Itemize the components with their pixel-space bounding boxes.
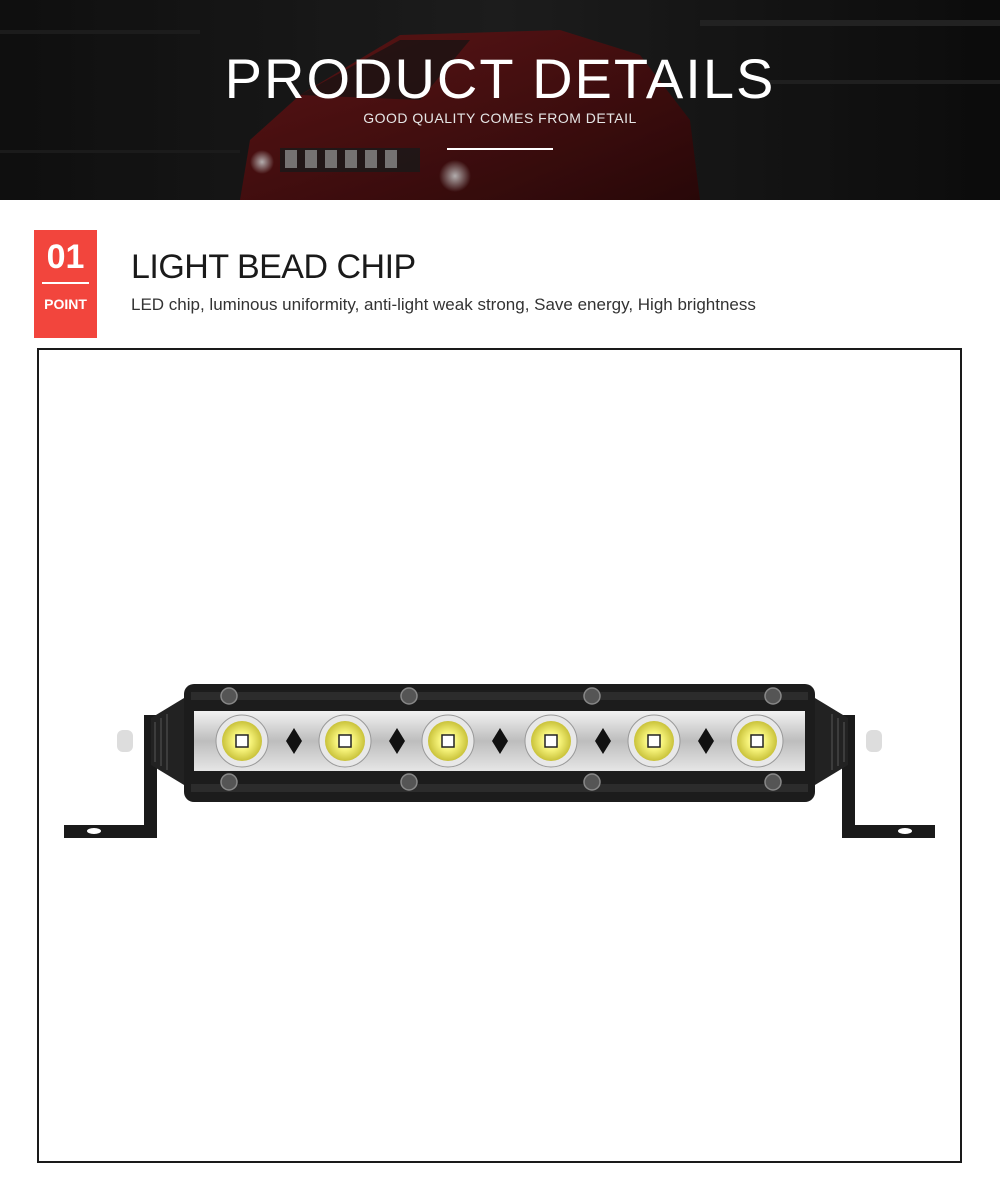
banner-subtitle: GOOD QUALITY COMES FROM DETAIL (363, 110, 637, 126)
point-label: POINT (44, 296, 87, 312)
point-divider (42, 282, 89, 284)
header-banner (0, 0, 1000, 200)
banner-title: PRODUCT DETAILS (224, 47, 776, 110)
banner-divider (447, 148, 553, 150)
point-badge (34, 230, 97, 338)
led-chip-3 (422, 715, 474, 767)
led-chip-6 (731, 715, 783, 767)
led-chip-4 (525, 715, 577, 767)
section-title: LIGHT BEAD CHIP (131, 248, 416, 286)
led-chip-2 (319, 715, 371, 767)
section-description: LED chip, luminous uniformity, anti-light weak strong, Save energy, High brightness (131, 295, 756, 314)
led-chip-1 (216, 715, 268, 767)
point-number: 01 (46, 238, 85, 276)
product-image-frame (37, 348, 962, 1163)
led-chip-5 (628, 715, 680, 767)
led-light-bar-image (39, 350, 960, 1161)
